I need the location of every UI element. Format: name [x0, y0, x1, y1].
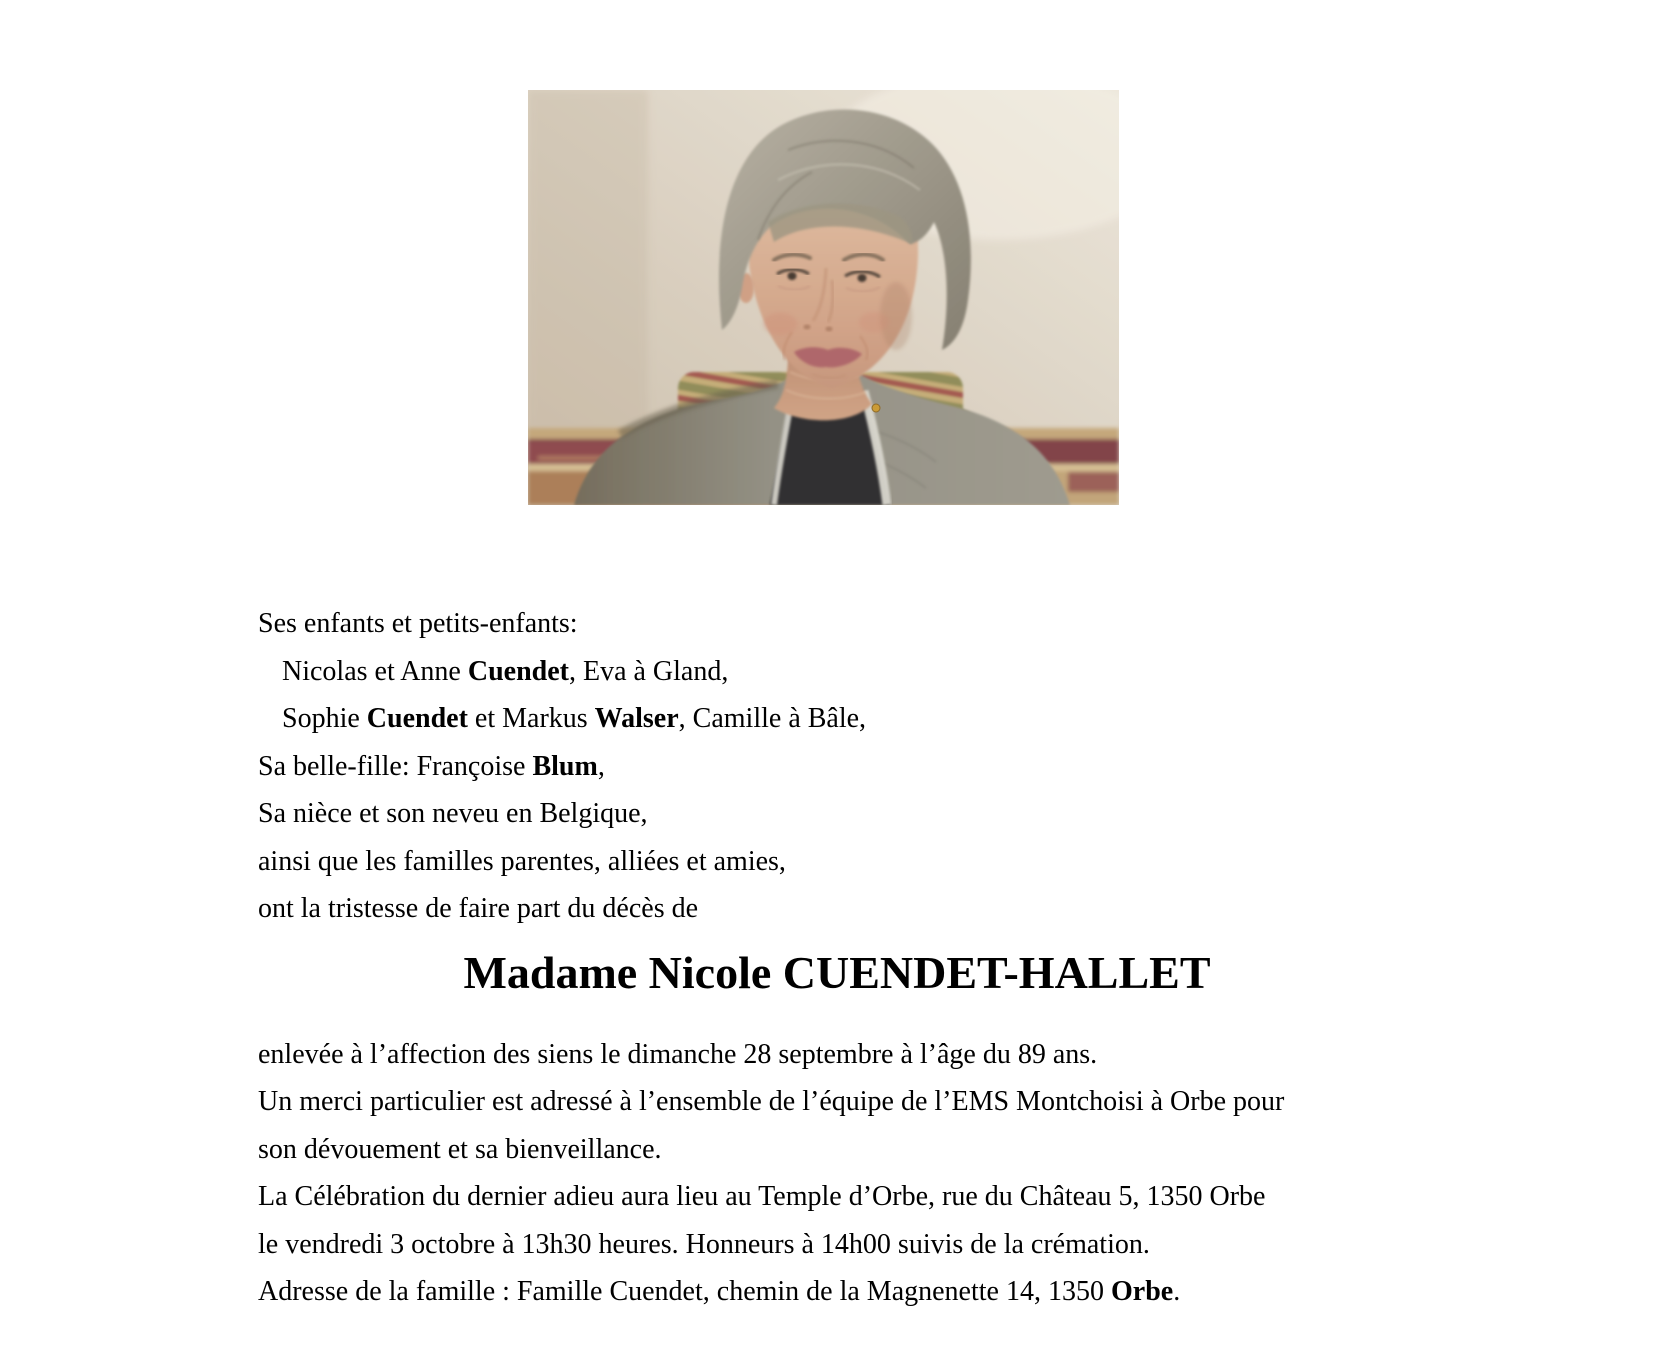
text-line: Ses enfants et petits-enfants: [258, 608, 578, 639]
text-line: enlevée à l’affection des siens le dimanche 28 septembre à l’âge du 89 ans. [258, 1038, 1098, 1070]
announcement-body [258, 1031, 1416, 1316]
text-line: le vendredi 3 octobre à 13h30 heures. Honneurs à 14h00 suivis de la crémation. [258, 1228, 1150, 1260]
text-line: ont la tristesse de faire part du décès de [258, 893, 699, 924]
deceased-name-title: Madame Nicole CUENDET-HALLET [463, 946, 1211, 998]
text-line: Adresse de la famille : Famille Cuendet, chemin de la Magnenette 14, 1350 Orbe. [258, 1276, 1181, 1307]
photo-warm-tint-overlay [528, 90, 1119, 505]
text-line: Un merci particulier est adressé à l’ensemble de l’équipe de l’EMS Montchoisi à Orbe pour [258, 1086, 1285, 1117]
text-line: ainsi que les familles parentes, alliées et amies, [258, 845, 786, 877]
text-line: Sa nièce et son neveu en Belgique, [258, 798, 648, 829]
portrait-photo [528, 90, 1119, 505]
family-intro [258, 600, 1416, 933]
portrait-illustration [528, 90, 1119, 505]
text-line: La Célébration du dernier adieu aura lieu au Temple d’Orbe, rue du Château 5, 1350 Orbe [258, 1181, 1266, 1212]
text-line: Nicolas et Anne Cuendet, Eva à Gland, [282, 655, 729, 687]
text-line: Sophie Cuendet et Markus Walser, Camille à Bâle, [282, 703, 867, 734]
text-line: son dévouement et sa bienveillance. [258, 1133, 662, 1165]
announcement-text [258, 600, 1416, 1316]
text-line: Sa belle-fille: Françoise Blum, [258, 750, 605, 782]
